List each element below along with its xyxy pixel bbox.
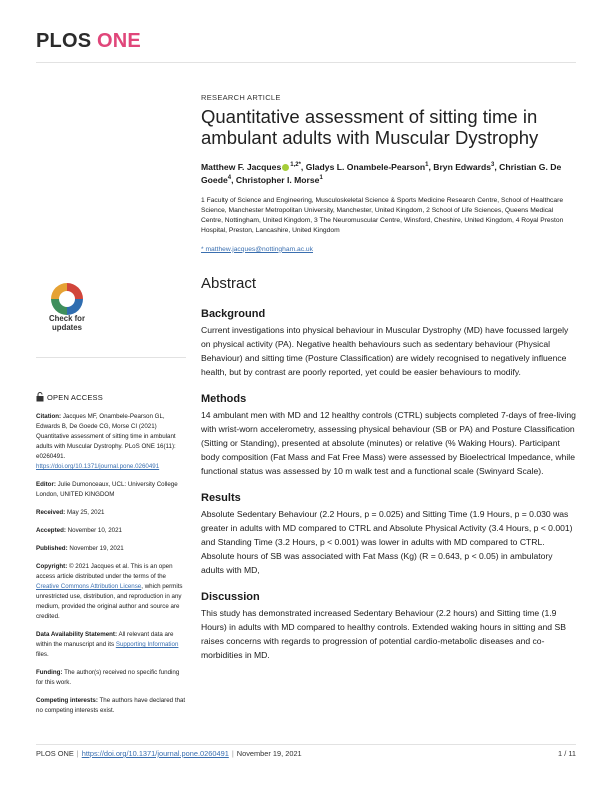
page-number: 1 / 11	[558, 749, 576, 758]
article-title: Quantitative assessment of sitting time in ambulant adults with Muscular Dystrophy	[201, 106, 539, 148]
section-heading: Background	[201, 307, 266, 320]
funding-label: Funding:	[36, 669, 63, 676]
footer-journal: PLOS ONE	[36, 749, 74, 758]
author-separator: ,	[494, 161, 500, 172]
author-name[interactable]: Matthew F. Jacques	[201, 161, 282, 172]
section-heading: Discussion	[201, 590, 260, 603]
abstract-section-discussion	[201, 591, 577, 662]
accepted-label: Accepted:	[36, 527, 66, 534]
funding-text: The author(s) received no specific funding for this work.	[36, 669, 180, 686]
editor-block	[36, 480, 188, 500]
plos-one-logo	[36, 30, 141, 53]
competing-interests-label: Competing interests:	[36, 697, 98, 704]
competing-interests-text: The authors have declared that no competing interests exist.	[36, 697, 186, 714]
citation-text: Jacques MF, Onambele-Pearson GL, Edwards B, De Goede CG, Morse CI (2021) Quantitative assessment of sitting time in ambulant adults with Muscular Dystrophy. PLoS ONE 16(11): e0260491.	[36, 413, 176, 460]
accepted-block	[36, 526, 188, 536]
license-link[interactable]: Creative Commons Attribution License	[36, 583, 142, 590]
abstract-heading: Abstract	[201, 274, 257, 292]
open-lock-icon	[36, 392, 44, 402]
citation-block	[36, 412, 188, 472]
author-list	[201, 160, 577, 186]
section-heading: Results	[201, 491, 241, 504]
check-for-updates-badge[interactable]	[36, 281, 96, 343]
abstract-section-methods	[201, 393, 577, 478]
editor-text: Julie Dumonceaux, UCL: University College London, UNITED KINGDOM	[36, 481, 178, 498]
author-separator: ,	[231, 174, 236, 185]
author-affil-sup: 1,2*	[290, 162, 301, 168]
logo-one: ONE	[97, 30, 141, 52]
citation-doi-link[interactable]: https://doi.org/10.1371/journal.pone.0260491	[36, 463, 160, 470]
article-type: RESEARCH ARTICLE	[201, 93, 281, 102]
author-affil-sup: 3	[491, 162, 495, 168]
competing-interests-block	[36, 696, 188, 716]
author-separator: ,	[428, 161, 434, 172]
funding-block	[36, 668, 188, 688]
accepted-text: November 10, 2021	[67, 527, 123, 534]
data-availability-label: Data Availability Statement:	[36, 631, 118, 638]
citation-label: Citation:	[36, 413, 62, 420]
author-name[interactable]: Christian G. De Goede	[201, 161, 562, 185]
author-separator: ,	[300, 161, 306, 172]
received-block	[36, 508, 188, 518]
published-text: November 19, 2021	[69, 545, 124, 552]
author-affil-sup: 1	[319, 174, 323, 181]
check-updates-icon	[38, 281, 96, 315]
footer-doi-link[interactable]: https://doi.org/10.1371/journal.pone.0260491	[81, 749, 229, 758]
orcid-icon[interactable]	[282, 164, 289, 171]
author-name[interactable]: Christopher I. Morse	[235, 174, 320, 185]
logo-plos: PLOS	[36, 30, 92, 52]
copyright-text: © 2021 Jacques et al. This is an open access article distributed under the terms of the	[36, 563, 173, 580]
section-text: Current investigations into physical behaviour in Muscular Dystrophy (MD) have focussed largely on physical activity (PA). Negative health behaviours such as sedentary behaviour (Physical Behaviour) and sitting time (Posture Classification) are widely recognised to negatively influence health, but by contrast are poorly reported, yet could be easier behaviours to modify.	[201, 324, 569, 377]
section-text: 14 ambulant men with MD and 12 healthy controls (CTRL) subjects completed 7-days of free-living with wrist-worn accelerometry, assessing physical behaviour (SB or PA) and Posture Classification (Sitting or Standing), presented at absolute (minutes) or relative (% Waking Hours). Participant body composition (Fat Mass and Fat Free Mass) were assessed by Bioelectrical Impedance, while functional status was assessed by 10 m walk test and a functional scale (Swinyard Scale).	[201, 409, 576, 476]
received-text: May 25, 2021	[66, 509, 105, 516]
footer-divider	[36, 744, 576, 745]
sidebar-divider	[36, 357, 186, 358]
affiliations: 1 Faculty of Science and Engineering, Musculoskeletal Science & Sports Medicine Research Centre, School of Healthcare Science, Manchester Metropolitan University, Manchester, United Kingdom, 2 School of Life Sciences, Queens Medical Centre, Nottingham, United Kingdom, 3 The Neuromuscular Centre, Winsford, Cheshire, United Kingdom, 4 Royal Preston Hospital, Preston, Lancashire, United Kingdom	[201, 196, 564, 234]
footer-date: November 19, 2021	[236, 749, 302, 758]
section-text: This study has demonstrated increased Sedentary Behaviour (2.2 hours) and Sitting time (1.9 Hours) in adults with MD compared to healthy controls. Extended waking hours in sitting and SB raises concerns with regards to progression of potential cardio-metabolic diseases and co-morbidities in MD.	[201, 607, 566, 660]
section-heading: Methods	[201, 392, 247, 405]
supporting-info-link[interactable]: Supporting Information	[115, 641, 179, 648]
footer-separator: |	[76, 749, 79, 758]
abstract-section-results	[201, 492, 577, 577]
copyright-text-rest: , which permits unrestricted use, distribution, and reproduction in any medium, provided the original author and source are credited.	[36, 583, 183, 620]
open-access-label: OPEN ACCESS	[47, 392, 103, 402]
data-availability-block	[36, 630, 188, 660]
footer-separator: |	[231, 749, 234, 758]
author-name[interactable]: Bryn Edwards	[433, 161, 492, 172]
check-updates-label: Check for updates	[49, 314, 85, 332]
article-main	[201, 90, 577, 676]
data-availability-text-rest: files.	[36, 651, 49, 658]
open-access-badge	[36, 392, 188, 402]
author-affil-sup: 1	[425, 162, 429, 168]
data-availability-text: All relevant data are within the manuscript and its	[36, 631, 174, 648]
published-label: Published:	[36, 545, 68, 552]
header-divider	[36, 62, 576, 63]
section-text: Absolute Sedentary Behaviour (2.2 Hours, p = 0.025) and Sitting Time (1.9 Hours, p = 0.030 was greater in adults with MD compared to CTRL and Absolute Physical Activity (3.4 Hours, p < 0.001) and Standing Time (3.2 Hours, p < 0.001) was lower in adults with MD compared to CTRL. Absolute hours of SB was associated with Fat Mass (Kg) (R = 0.643, p < 0.05) in ambulatory adults with MD,	[201, 508, 573, 575]
page-footer	[36, 749, 576, 758]
editor-label: Editor:	[36, 481, 56, 488]
article-sidebar	[36, 281, 188, 724]
received-label: Received:	[36, 509, 66, 516]
author-affil-sup: 4	[227, 174, 232, 181]
corresponding-email	[201, 246, 577, 253]
published-block	[36, 544, 188, 554]
author-name[interactable]: Gladys L. Onambele-Pearson	[305, 161, 426, 172]
corresponding-email-link[interactable]: * matthew.jacques@nottingham.ac.uk	[201, 245, 313, 253]
abstract-section-background	[201, 308, 577, 379]
copyright-block	[36, 562, 188, 622]
copyright-label: Copyright:	[36, 563, 68, 570]
